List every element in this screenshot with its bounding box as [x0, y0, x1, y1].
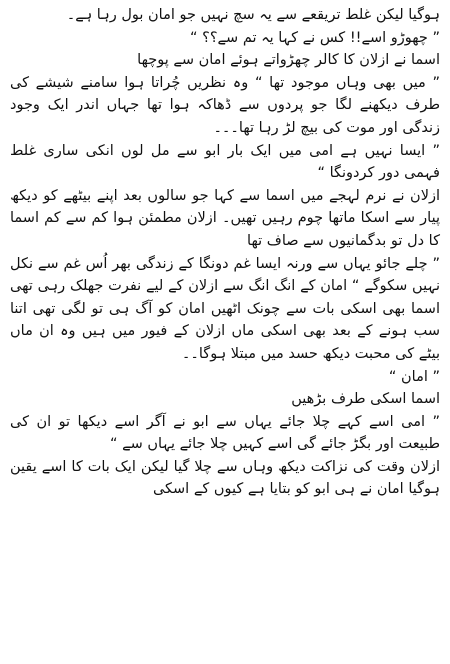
paragraph: ” چھوڑو اسے!! کس نے کہا یہ تم سے؟؟ “: [190, 29, 440, 46]
paragraph: اسما اسکی طرف بڑھیں: [291, 391, 440, 408]
paragraph: ” چلے جائو یہاں سے ورنہ ایسا غم دونگا کے زندگی بھر اُس غم سے نکل نہیں سکوگے “ امان کے انگ انگ سے ازلان کے لیے نفرت جھلک رہی تھی اسما بھی اسکی بات سے چونک اٹھیں امان کو آگ ہی تو لگی تھی اتنا سب ہونے کے بعد بھی اسکی ماں ازلان کے فیور میں ہیں وہ ان ماں بیٹے کی محبت دیکھ حسد میں مبتلا ہوگا۔۔: [10, 255, 440, 362]
paragraph: ازلان نے نرم لہجے میں اسما سے کہا جو سالوں بعد اپنے بیٹھے کو دیکھ پیار سے اسکا ماتھا چوم رہیں تھیں۔ ازلان مطمئن ہوا کم سے کم اسما کا دل تو بدگمانیوں سے صاف تھا: [10, 187, 440, 249]
paragraph: ” امی اسے کہے چلا جائے یہاں سے ابو نے آگر اسے دیکھا تو ان کی طبیعت اور بگڑ جائے گی اسے کہیں چلا جائے یہاں سے “: [10, 413, 440, 453]
paragraph: ” میں بھی وہاں موجود تھا “ وہ نظریں چُراتا ہوا سامنے شیشے کی طرف دیکھنے لگا جو پردوں سے ڈھاکہ ہوا تھا جہاں اندر ایک وجود زندگی اور موت کی بیچ لڑ رہا تھا۔۔۔: [10, 74, 440, 136]
paragraph: ” امان “: [388, 368, 440, 385]
story-text: [10, 4, 440, 501]
paragraph: ہوگیا لیکن غلط تریقعے سے یہ سچ نہیں جو امان بول رہا ہے۔: [66, 7, 440, 23]
paragraph: ازلان وقت کی نزاکت دیکھ وہاں سے چلا گیا لیکن ایک بات کا اسے یقین ہوگیا امان نے ہی ابو کو بتایا ہے کیوں کے اسکی: [10, 458, 440, 498]
paragraph: اسما نے ازلان کا کالر چھڑواتے ہوئے امان سے پوچھا: [137, 52, 440, 69]
paragraph: ” ایسا نہیں ہے امی میں ایک بار ابو سے مل لوں انکی ساری غلط فہمی دور کردونگا “: [10, 142, 440, 182]
